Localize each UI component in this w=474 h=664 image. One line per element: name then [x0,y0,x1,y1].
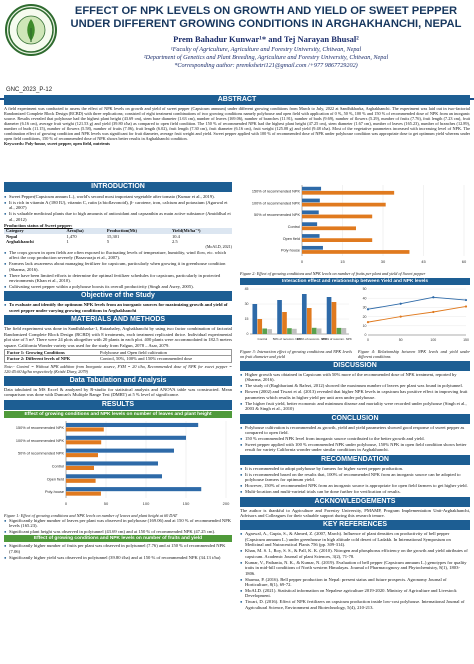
bar [66,448,174,452]
y-category-label: 50% of recommended NPK [17,451,64,456]
y-tick-label: 50 [362,287,367,292]
y-tick-label: 0 [246,332,249,337]
acknowledgements-text: The author is thankful to Agriculture and Forestry University, PMAMP, Program Implementation Unit-Arghakhanchi, Advisors and Colleagues for their valuable support during this research tenure. [240,507,470,519]
discussion-bullet: ● Higher growth was obtained in Capsicum with 50% more of the recommended dose of NPK treatment, reported by (Sharma, 2016). [240,372,470,383]
poster-code: GNC_2023_P-12 [6,87,53,93]
data-point [400,316,402,318]
bar [302,222,317,226]
bar [302,199,320,203]
reference-item: ● Agarwal, A., Gupta, S., & Ahmed, Z. (2007, March). Influence of plant densities on productivity of bell pepper (Capsicum annuum L.) under greenhouse in high altitude cold desert of Ladakh. In International Symposium on Medicinal and Nutraceutical Plants 756 (pp. 309-314). [240,531,470,547]
bar [262,329,267,335]
table-source: (MoALD, 2021) [205,244,232,250]
figure3-chart [240,286,352,344]
data-point [432,296,434,298]
y-tick-label: 0 [364,333,367,338]
x-tick-label: 150 [182,500,190,506]
discussion-heading: DISCUSSION [240,361,470,371]
figure4-chart [358,286,470,344]
intro-bullet: ● Farmers lack awareness about managing fertilizer for capsicum, particularly when growing it in greenhouse condition (Sharma, 2016). [4,261,232,272]
left-column [4,182,232,561]
bar [312,328,317,334]
conclusion-bullet: ● Polyhouse cultivation is recommended as growth, yield and yield parameters showed good response of sweet pepper as compared to open field. [240,425,470,436]
discussion-bullet: ● The study of (Raghbariani & Rafezi, 2012) showed the maximum number of leaves per plant was found in polytunnel. [240,383,470,388]
recommendation-heading: RECOMMENDATION [240,455,470,465]
affiliation-1: ¹Faculty of Agriculture, Agriculture and Forestry University, Chitwan, Nepal [170,46,362,53]
bar [66,435,186,439]
table-header: Area(ha) [65,228,105,233]
bar [66,491,101,495]
bar [302,250,409,254]
bar [66,453,98,457]
results-bullet: ● Significantly higher number of fruits per plant was observed in polytunnel (7.76) and at 150 % of recommended NPK (7.06) [4,543,232,554]
x-tick-label: 0 [367,338,369,342]
results-bullet: ● Significantly higher number of leaves per plant was observed in polyhouse (169.06) and at 150 % of recommended NPK levels (165.23). [4,518,232,529]
abstract-text: A field experiment was conducted to assess the effect of NPK levels on growth and yield of sweet pepper (Capsicum annuum) under different growing conditions from March to July, 2022 at Sandhikharka, Arghakhanchi. The experiment was laid out in two-factorial Randomized Complete Block Design (RCBD) with three replications; consisted of eight treatment combinations of two growing conditions namely polyhouse and open field with application of 0 %, 50 %, 100 % and 150 % of recommended dose of NPK from an inorganic source. Results revealed that polyhouse had the highest plant height (43.69 cm), stem base diameter (1.63 cm), number of leaves (169.06), number of branches (11.91), number of buds (9.69), number of flowers (5.29), number of fruits (7.76), fruit length (7.23 cm), fruit diameter (6.16 cm), average fruit weight (121.53 g) and yield (39.80 t/ha) as compared to open field condition. The 150 % of recommended NPK had the highest plant height (47.25 cm), stem diameter (1.67 cm), number of leaves (165.23), number of branches (12.89), number of buds (11.15), number of flowers (5.58), number of fruits (7.06), fruit length (6.02), fruit length (7.30 cm), fruit diameter (6.16 cm), fruit weight (125.08 g) and yield (9.48 t/ha). Most of the vegetative parameters increased with increasing level of NPK. The combination effect of growing condition and NPK levels was significant for fruit diameter, average fruit weight and yield. Sweet pepper applied with 100 % of recommended dose of NPK under polyhouse condition was appropriate dose to get optimum yield whereas under open field conditions, 150 % of recommended dose of NPK shows better results in Arghakhanchi condition. [4,106,470,141]
bar [257,319,262,334]
abstract-heading: ABSTRACT [4,95,470,105]
y-tick-label: 30 [362,305,367,310]
x-tick-label: 100 [430,338,437,342]
intro-bullet: ● It is rich in vitamin A (180 IU), vitamin C, rutin (a bioflavonoid), β- carotene, iron, calcium and potassium (Agarwal et al., 2007) [4,200,232,211]
data-point [367,321,369,323]
figure3-caption: Figure 3: Interaction effect of growing conditions and NPK levels on fruit diameter and yield [240,349,352,359]
objective-bullet: ● To evaluate and identify the optimum NPK levels from an inorganic sources for maximizing growth and yield of sweet pepper under varying growing conditions in Arghakhanchi [4,302,232,313]
affiliation-2: ²Department of Genetics and Plant Breeding, Agriculture and Forestry University, Chitwan, Nepal [143,54,389,61]
figure1-chart [4,418,232,508]
bar [302,191,394,195]
production-table-title: Production status of Sweet pepper: [4,222,73,228]
bar [66,465,94,469]
production-status-table [4,228,232,244]
bar [302,187,321,191]
y-category-label: Poly-house [281,248,300,253]
introduction-heading: INTRODUCTION [4,182,232,192]
results-bullet: ● Significantly higher yield was observed in polytunnel (39.80 t/ha) and at 150 % of recommended NPK (34.13 t/ha) [4,555,232,560]
poster-header [0,0,474,100]
references-heading: KEY REFERENCES [240,520,470,530]
figure4-caption: Figure 4: Relationship between NPK levels and yield under different conditions [358,349,470,359]
y-tick-label: 45 [244,287,249,292]
university-logo [5,4,57,56]
intro-bullet: ● The crops grown in open fields are often exposed to fluctuating levels of temperature, humidity, wind flow, etc. which affect the crop production severely (Basavaraja et al., 2007). [4,250,232,261]
bar [277,300,282,334]
bar [332,302,337,334]
conclusion-bullet: ● Sweet pepper applied with 100 % recommended NPK under polyhouse, 150% NPK in open field condition shows better result for variety California wonder under similar conditions in Arghakhanchi. [240,442,470,453]
x-tick-label: 30 [380,259,386,264]
data-point [465,299,467,301]
table-row: Factor 2: Different levels of NPK Control, 50%, 100% and 150% recommended dose [7,356,193,362]
y-tick-label: 20 [362,314,367,319]
bar [287,328,292,334]
discussion-bullet: ● Bowen (2002) and Tiwari et al. (2013) revealed that higher NPK levels in capsicum has positive effect in improving fruit parameters which results in higher yield per unit area under polyhouse. [240,389,470,400]
x-tick-label: 50 [398,338,403,342]
table-row: Arghakhanchi 1 5 2.5 [6,239,178,245]
y-category-label: Control [51,463,64,468]
x-category-label: 50% of recomm. NPK [272,337,302,341]
bar [66,474,162,478]
y-category-label: 50% of recommended NPK [253,213,300,218]
right-column [240,182,470,611]
y-category-label: Open field [46,476,64,481]
recommendation-bullet: ● It is recommended based on the results that, 100% of recommended NPK from an inorganic source can be adopted to polyhouse farmers for optimum yield. [240,472,470,483]
table-row: Nepal 1,470 15,301 10.4 [6,233,180,239]
bar [282,312,287,334]
poster-title: EFFECT OF NPK LEVELS ON GROWTH AND YIELD OF SWEET PEPPER UNDER DIFFERENT GROWING CONDITIONS IN ARGHAKHANCHI, NEPAL [70,5,462,30]
objective-heading: Objective of the Study [4,291,232,301]
figure1-caption: Figure 1: Effect of growing conditions and NPK levels on number of leaves and plant height at 60 DAT [4,512,178,518]
y-category-label: Open field [282,236,300,241]
authors: Prem Bahadur Kunwar¹* and Tej Narayan Bhusal² [173,34,359,44]
bar [302,234,320,238]
keywords: Keywords: Poly-house, sweet pepper, open field, nutrients [4,141,110,146]
figure2-caption: Figure 2: Effect of growing conditions and NPK levels on number of fruits per plant and yield of Sweet pepper [240,271,426,276]
data-point [367,308,369,310]
y-category-label: Control [287,224,300,229]
x-tick-label: 0 [64,500,68,506]
x-tick-label: 0 [300,259,304,264]
corresponding-author: *Corresponding author: premkshetri121@gmail.com /+977 9867729202) [174,62,358,69]
factors-table [4,349,232,363]
x-tick-label: 45 [421,259,426,264]
y-category-label: 150% of recommended NPK [251,189,300,194]
methods-heading: MATERIALS AND METHODS [4,315,232,325]
x-category-label: 100% of recomm. NPK [296,337,328,341]
interaction-heading: Interaction effect and relationship between Yield and NPK levels [240,278,470,285]
methods-text: The field experiment was done in Sandhikharka-1, Rataabaley, Arghakhanchi by using two factor combination of factorial Randomized Complete Block Design (RCBD) with 8 treatments, each treatment replicated thrice. Individual experimental plot size of 5 m². There were 24 plots altogether with 20 plants in each plot. 400 plants were accommodated in 182.5 meters square. California Wonder variety was used for the study from Falgun, 2078 – Asar, 2079. [4,326,232,348]
x-tick-label: 200 [222,500,230,506]
bar [302,226,356,230]
bar [302,238,372,242]
bar [267,329,272,334]
bar [292,329,297,334]
abstract-section [4,95,470,146]
x-category-label: 150% of recomm. NPK [321,337,352,341]
y-tick-label: 40 [362,296,367,301]
bar [252,304,257,334]
x-tick-label: 50 [103,500,109,506]
bar [66,461,158,465]
intro-bullet: ● Sweet Pepper(Capsicum annum L.), world's second most important vegetable after tomato (Kumar et al., 2019). [4,194,232,199]
figure1-title: Effect of growing conditions and NPK levels on number of leaves and plant height [4,411,232,418]
recommendation-bullet: ● Multi-location and multi-varietal trials can be done further for verification of results. [240,489,470,494]
recommendation-bullet: ● However, 150% of recommended NPK from an inorganic source is appropriate for open field farmers to get higher yield. [240,483,470,488]
reference-item: ● MoALD. (2021). Statistical information on Nepalese agriculture 2019-2020. Ministry of Agriculture and Livestock Development. [240,588,470,599]
methods-note: Note:- Control = Without NPK addition from Inorganic source, FYM = 20 t/ha, Recommended dose of NPK for sweet pepper = 120:45:60 kg/ha respectively (Krishi Diary, 2079) [4,363,232,374]
figure2-chart [240,182,470,266]
acknowledgements-heading: ACKNOWLEDGEMENTS [240,497,470,507]
bar [302,210,319,214]
x-tick-label: 100 [142,500,150,506]
bar [66,487,201,491]
data-point [465,305,467,307]
x-category-label: Control [257,337,268,341]
bar [342,328,347,334]
table-header: Production(Mt) [105,228,170,233]
y-category-label: 100% of recommended NPK [251,201,300,206]
bar [302,203,386,207]
analysis-heading: Data Tabulation and Analysis [4,376,232,386]
bar [317,328,322,334]
bar [66,440,101,444]
bar [337,328,342,334]
table-row: Factor 1: Growing Conditions Polyhouse and Open field cultivation [5,349,232,355]
bar [66,422,198,426]
reference-item: ● Khan, M. S. I., Roy, S. S., & Pall, K. K. (2010). Nitrogen and phosphorus efficiency on the growth and yield attributes of capsicum. Academic Journal of plant Sciences, 3(2), 71-78. [240,548,470,559]
figure2-title: Effect of growing conditions and NPK levels on number of fruits and yield [4,535,232,542]
y-category-label: 150% of recommended NPK [15,425,64,430]
x-tick-label: 15 [340,259,345,264]
data-point [400,303,402,305]
conclusion-bullet: ● 150 % recommended NPK level from inorganic source contributed to the better growth and yield. [240,436,470,441]
bar [66,478,96,482]
bar [302,215,372,219]
y-tick-label: 10 [362,324,367,328]
reference-item: ● Tiwari, D. (2016). Effect of NPK fertilizers on capsicum production inside low-cost polyhouse. International Journal of Agricultural Science, Environment and Biotechnology, 5(4), 210-213. [240,599,470,610]
x-tick-label: 60 [461,259,467,264]
discussion-bullet: ● The higher fruit yield, better economic and minimum disease and mortality were recorded under polyhouse (Singh et al., 2003 & Singh et al., 2010) [240,401,470,412]
intro-bullet: ● There have been limited efforts to determine the optimal fertilizer schedules for capsicum, particularly in protected environments (Khan et al., 2010). [4,273,232,284]
conclusion-heading: CONCLUSION [240,414,470,424]
data-point [432,311,434,313]
analysis-text: Data tabulated in MS Excel & analyzed by R-studio for statistical analysis and ANOVA table was constructed. Mean comparison was done with Duncan's Multiple Range Test (DMRT) at 5 % level of significance. [4,386,232,398]
table-header: Category [4,228,65,233]
x-tick-label: 150 [463,338,469,342]
y-category-label: Poly-house [45,489,64,494]
reference-item: ● Kumar, V., Pathania, N. K., & Kumar, N. (2019). Evaluation of bell pepper (Capsicum annuum L.) genotypes for quality traits in mid-hill conditions of North western Himalayas. Journal of Pharmacognosy and Phytochemistry, 8(1), 1803-1806. [240,560,470,576]
intro-bullet: ● Cultivating sweet pepper within a polyhouse boosts its overall productivity (Singh and Asrey, 2005). [4,284,232,289]
results-bullet: ● Significant plant height was observed in polytunnel (43.69 cm) and at 150 % of recommended NPK (47.25 cm). [4,529,232,534]
bar [302,294,307,334]
series-line [368,306,466,322]
y-tick-label: 15 [244,317,249,322]
bar [302,246,323,250]
recommendation-bullet: ● It is recommended to adopt polyhouse by farmers for higher sweet pepper production. [240,466,470,471]
table-header: Yield(Mt/ha⁻¹) [170,228,232,233]
bar [66,427,104,431]
intro-bullet: ● It is valuable medicinal plants due to high amounts of antioxidant and capsanthin as main active substance (Amiddlsal et al., 2012) [4,211,232,222]
bar [307,308,312,334]
y-tick-label: 30 [244,302,249,307]
reference-item: ● Sharma, P. (2016). Bell pepper production in Nepal: present status and future prospects. Agronomy Journal of Horticulture, 8(1), 69-72. [240,577,470,588]
y-category-label: 100% of recommended NPK [15,438,64,443]
bar [327,297,332,334]
results-heading: RESULTS [4,400,232,410]
